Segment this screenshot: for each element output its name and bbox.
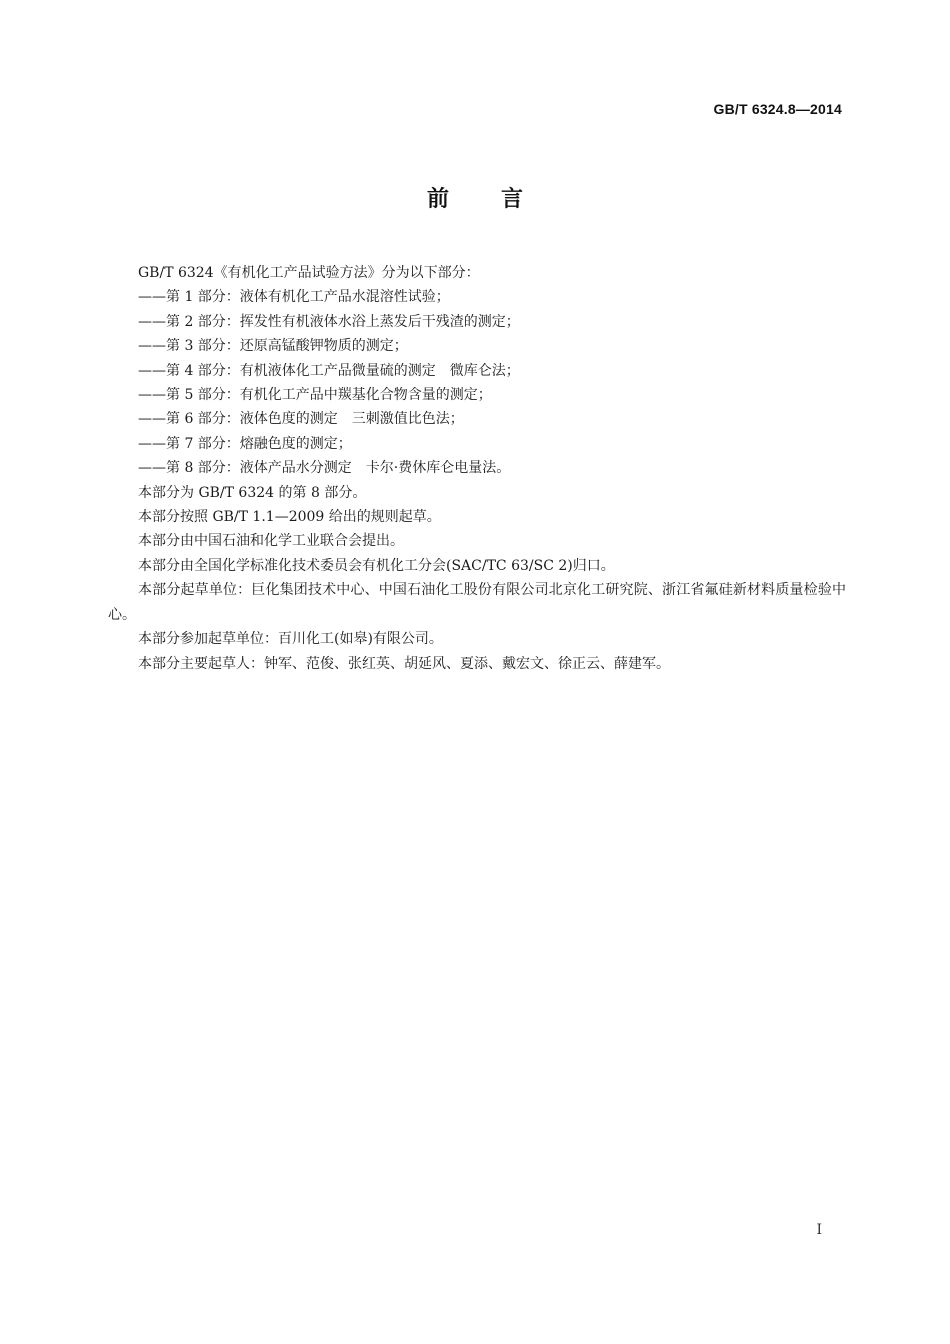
- paragraph-drafters: 本部分主要起草人：钟军、范俊、张红英、胡延风、夏添、戴宏文、徐正云、薛建军。: [138, 655, 670, 672]
- paragraph-drafting-units: 本部分起草单位：巨化集团技术中心、中国石油化工股份有限公司北京化工研究院、浙江省氟硅新材料质量检验中心。: [108, 582, 846, 623]
- part-list-item: ——第 8 部分：液体产品水分测定 卡尔·费休库仑电量法。: [138, 460, 511, 477]
- standard-code: GB/T 6324.8—2014: [713, 101, 842, 117]
- paragraph-proposer: 本部分由中国石油和化学工业联合会提出。: [138, 533, 404, 550]
- intro-paragraph: GB/T 6324《有机化工产品试验方法》分为以下部分：: [138, 265, 480, 281]
- part-list-item: ——第 6 部分：液体色度的测定 三刺激值比色法；: [138, 411, 464, 428]
- paragraph-part-number: 本部分为 GB/T 6324 的第 8 部分。: [138, 484, 367, 501]
- part-list-item: ——第 2 部分：挥发性有机液体水浴上蒸发后干残渣的测定；: [138, 313, 520, 330]
- paragraph-centralized-by: 本部分由全国化学标准化技术委员会有机化工分会(SAC/TC 63/SC 2)归口。: [138, 557, 615, 574]
- part-list-item: ——第 4 部分：有机液体化工产品微量硫的测定 微库仑法；: [138, 362, 520, 379]
- foreword-body: [108, 261, 846, 676]
- part-list-item: ——第 5 部分：有机化工产品中羰基化合物含量的测定；: [138, 387, 492, 404]
- paragraph-participating-units: 本部分参加起草单位：百川化工(如皋)有限公司。: [138, 631, 443, 648]
- part-list-item: ——第 3 部分：还原高锰酸钾物质的测定；: [138, 338, 408, 355]
- paragraph-drafting-rules: 本部分按照 GB/T 1.1—2009 给出的规则起草。: [138, 509, 441, 526]
- page-title: 前言: [426, 187, 575, 212]
- page-number: I: [816, 1222, 822, 1238]
- part-list-item: ——第 1 部分：液体有机化工产品水混溶性试验；: [138, 289, 450, 306]
- part-list-item: ——第 7 部分：熔融色度的测定；: [138, 435, 352, 452]
